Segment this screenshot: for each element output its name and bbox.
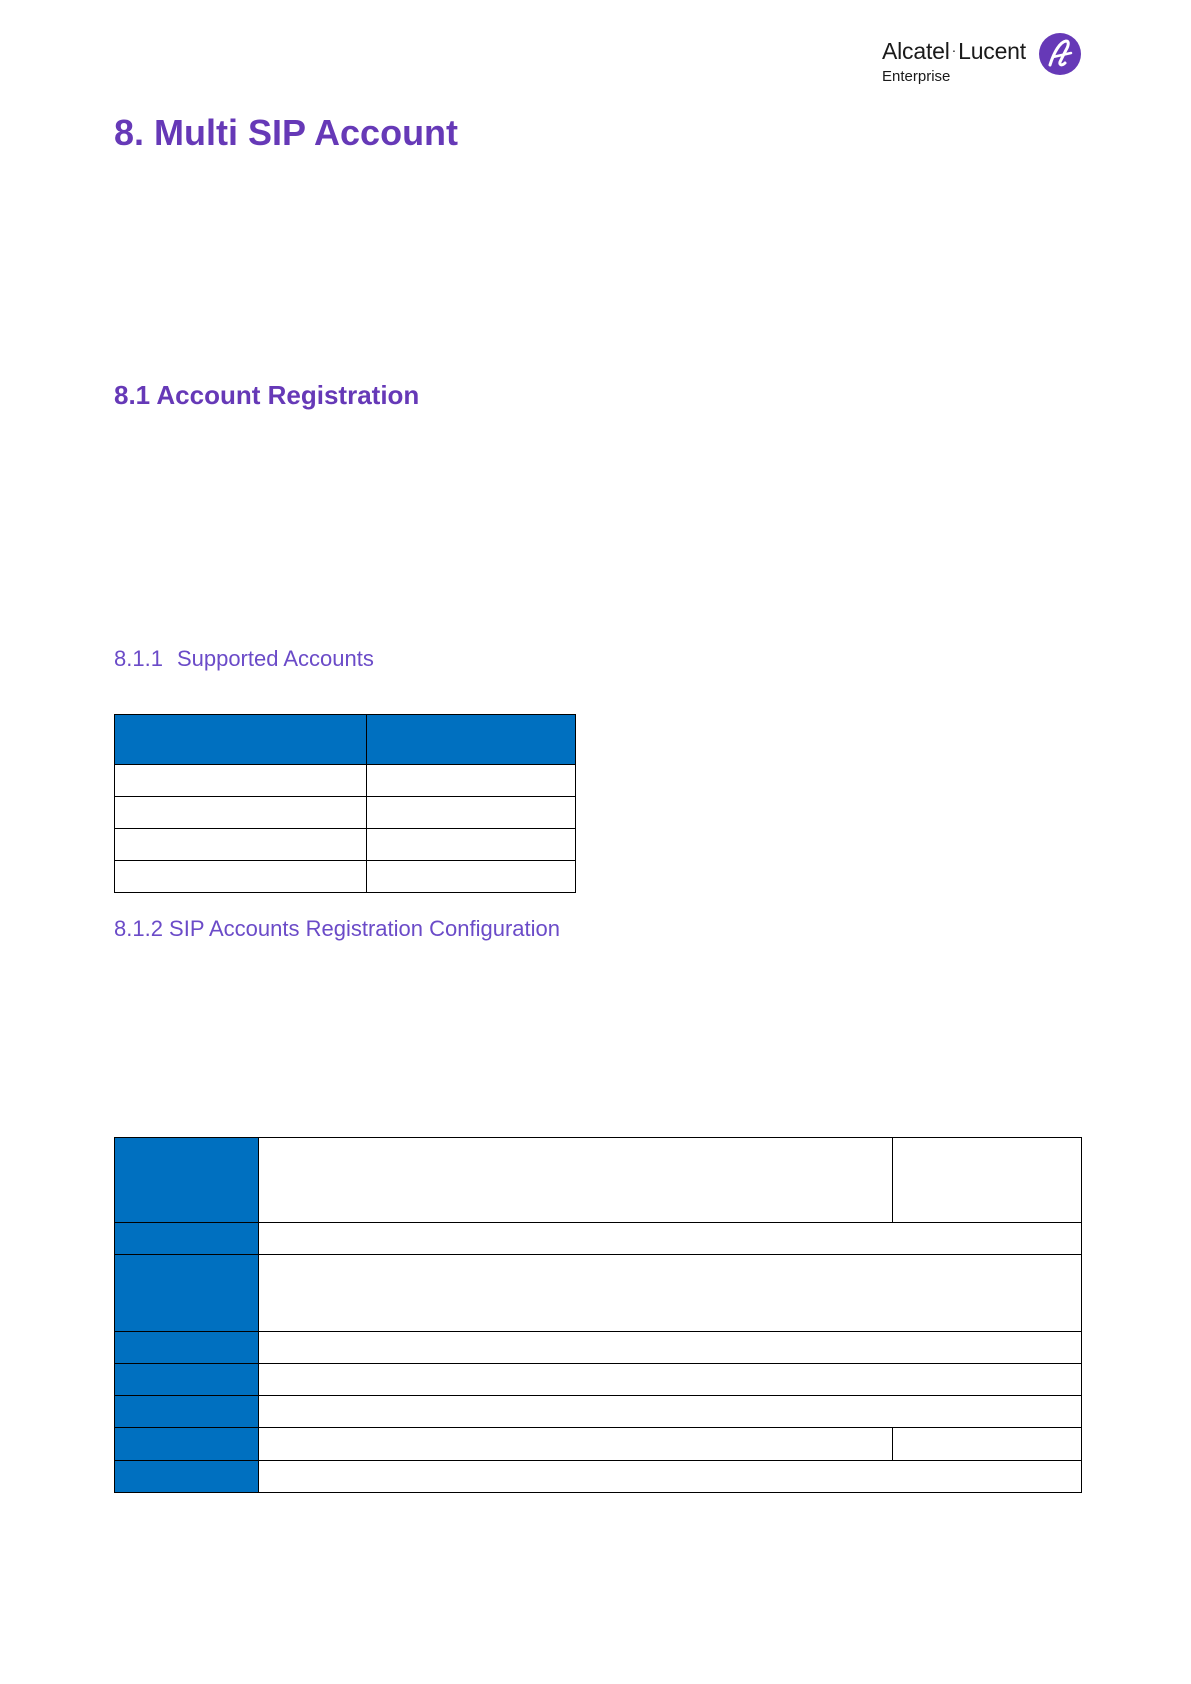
table-row: [115, 829, 576, 861]
table-cell: [259, 1223, 1082, 1255]
table-cell: [259, 1396, 1082, 1428]
table-row: [115, 1364, 1082, 1396]
table-cell: [892, 1138, 1081, 1223]
table-header-row: [115, 715, 576, 765]
table-row: [115, 861, 576, 893]
table-cell: [259, 1332, 1082, 1364]
label-cell: [115, 1428, 259, 1461]
label-cell: [115, 1332, 259, 1364]
table-row: [115, 1223, 1082, 1255]
table-row: [115, 1396, 1082, 1428]
table-cell: [259, 1364, 1082, 1396]
table-row: [115, 1332, 1082, 1364]
table-cell: [892, 1428, 1081, 1461]
header-cell: [367, 715, 576, 765]
logo-subtitle: Enterprise: [882, 68, 951, 85]
table-row: [115, 1461, 1082, 1493]
table-row: [115, 1428, 1082, 1461]
table-row: [115, 765, 576, 797]
supported-accounts-heading: [114, 646, 374, 672]
table-cell: [115, 861, 367, 893]
label-cell: [115, 1364, 259, 1396]
logo-brand-right: Lucent: [958, 38, 1026, 64]
label-cell: [115, 1396, 259, 1428]
supported-accounts-table: [114, 714, 576, 893]
table-row: [115, 1255, 1082, 1332]
header-cell: [115, 715, 367, 765]
table-cell: [367, 765, 576, 797]
table-row: [115, 1138, 1082, 1223]
table-cell: [367, 829, 576, 861]
table-cell: [367, 861, 576, 893]
table-cell: [115, 829, 367, 861]
subsection-title: 8.1 Account Registration: [114, 380, 420, 410]
label-cell: [115, 1138, 259, 1223]
label-cell: [115, 1223, 259, 1255]
logo-brand: [882, 38, 1026, 65]
section-title: 8. Multi SIP Account: [114, 112, 459, 153]
logo-brand-left: Alcatel: [882, 38, 950, 64]
label-cell: [115, 1255, 259, 1332]
table-cell: [115, 797, 367, 829]
table-cell: [259, 1138, 893, 1223]
table-row: [115, 797, 576, 829]
table-cell: [367, 797, 576, 829]
company-logo: [882, 30, 1082, 90]
registration-config-heading: 8.1.2 SIP Accounts Registration Configuration: [114, 916, 560, 941]
table-cell: [115, 765, 367, 797]
table-cell: [259, 1255, 1082, 1332]
table-cell: [259, 1461, 1082, 1493]
table-cell: [259, 1428, 893, 1461]
heading-text: Supported Accounts: [176, 646, 374, 671]
logo-brand-dot: ·: [951, 42, 957, 58]
heading-number: 8.1.1: [114, 646, 163, 671]
logo-mark-icon: [1038, 32, 1082, 76]
registration-config-table: [114, 1137, 1082, 1493]
label-cell: [115, 1461, 259, 1493]
